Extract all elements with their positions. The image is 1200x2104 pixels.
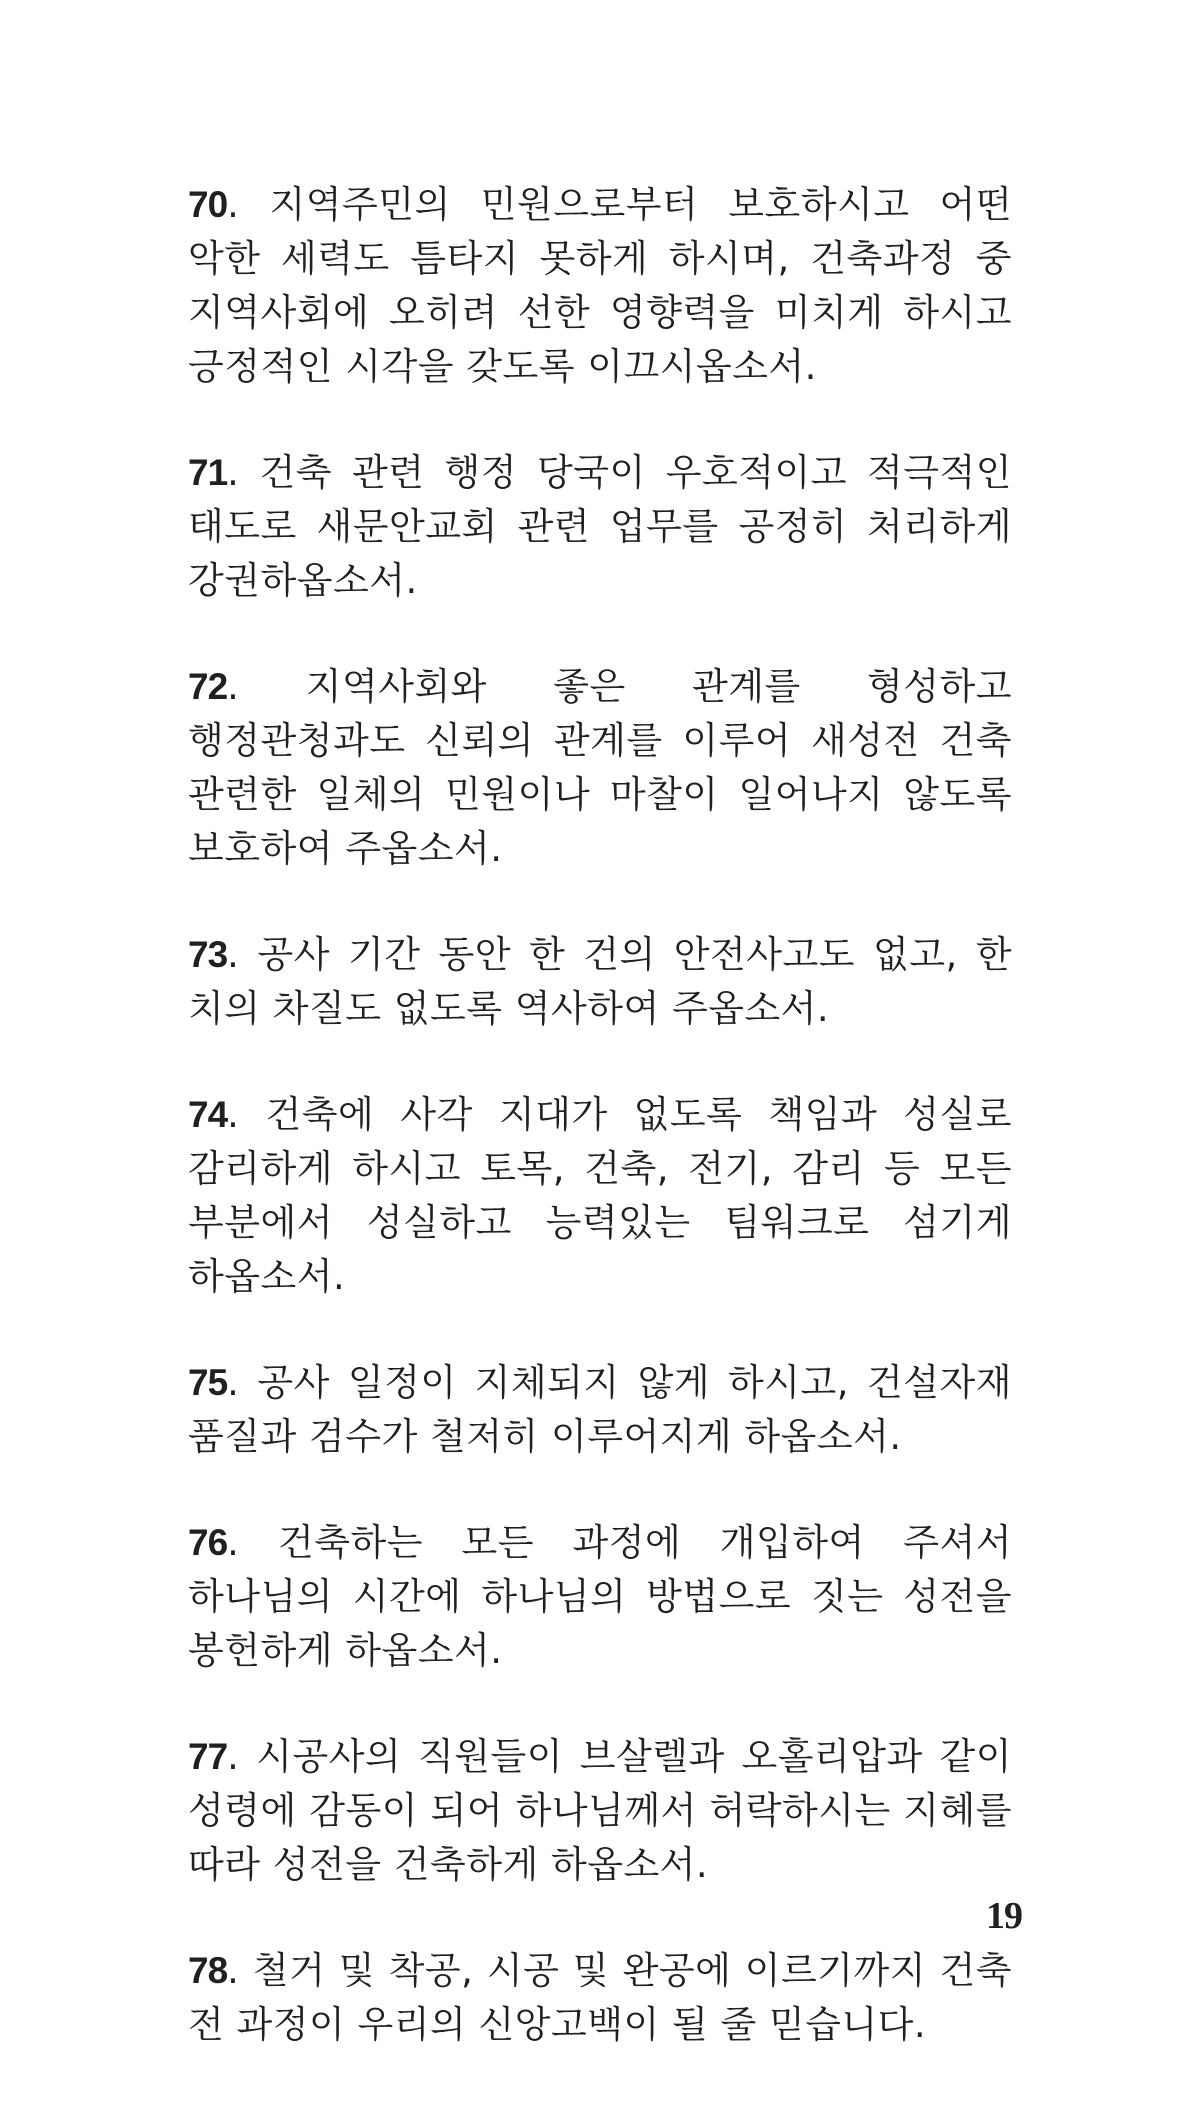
prayer-text: 공사 일정이 지체되지 않게 하시고, 건설자재 품질과 검수가 철저히 이루어지게 하옵소서. [188, 1361, 1012, 1458]
page-number: 19 [986, 1895, 1022, 1937]
prayer-number: 72 [188, 666, 228, 707]
prayer-number: 76 [188, 1522, 228, 1563]
prayer-number-dot: . [227, 1735, 257, 1778]
prayer-number-dot: . [227, 1521, 278, 1564]
prayer-number-dot: . [227, 933, 258, 976]
prayer-number: 73 [188, 934, 228, 975]
prayer-number-dot: . [227, 665, 306, 708]
prayer-text: 건축하는 모든 과정에 개입하여 주셔서 하나님의 시간에 하나님의 방법으로 짓는 성전을 봉헌하게 하옵소서. [188, 1521, 1012, 1672]
prayer-number-dot: . [227, 1949, 253, 1992]
prayer-number: 77 [188, 1736, 228, 1777]
prayer-item-78 [188, 1944, 1012, 2052]
prayer-item-73 [188, 928, 1012, 1036]
prayer-item-70 [188, 178, 1012, 394]
prayer-text: 건축에 사각 지대가 없도록 책임과 성실로 감리하게 하시고 토목, 건축, 전기, 감리 등 모든 부분에서 성실하고 능력있는 팀워크로 섬기게 하옵소서. [188, 1093, 1012, 1298]
prayer-number-dot: . [227, 1093, 266, 1136]
prayer-item-77 [188, 1730, 1012, 1892]
prayer-text: 지역사회와 좋은 관계를 형성하고 행정관청과도 신뢰의 관계를 이루어 새성전 건축 관련한 일체의 민원이나 마찰이 일어나지 않도록 보호하여 주옵소서. [188, 665, 1012, 870]
prayer-number: 78 [188, 1950, 228, 1991]
prayer-text: 건축 관련 행정 당국이 우호적이고 적극적인 태도로 새문안교회 관련 업무를 공정히 처리하게 강권하옵소서. [188, 451, 1012, 602]
prayer-item-72 [188, 660, 1012, 876]
prayer-list [188, 178, 1012, 2104]
prayer-number: 71 [188, 452, 228, 493]
prayer-text: 시공사의 직원들이 브살렐과 오홀리압과 같이 성령에 감동이 되어 하나님께서 허락하시는 지혜를 따라 성전을 건축하게 하옵소서. [188, 1735, 1012, 1886]
prayer-item-75 [188, 1356, 1012, 1464]
prayer-item-71 [188, 446, 1012, 608]
prayer-number-dot: . [227, 1361, 258, 1404]
prayer-text: 공사 기간 동안 한 건의 안전사고도 없고, 한 치의 차질도 없도록 역사하여 주옵소서. [188, 933, 1013, 1030]
prayer-number: 74 [188, 1094, 228, 1135]
prayer-item-76 [188, 1516, 1012, 1678]
prayer-number: 70 [188, 184, 228, 225]
prayer-item-74 [188, 1088, 1012, 1304]
prayer-number-dot: . [227, 451, 260, 494]
prayer-text: 철거 및 착공, 시공 및 완공에 이르기까지 건축 전 과정이 우리의 신앙고백이 될 줄 믿습니다. [188, 1949, 1012, 2046]
prayer-number: 75 [188, 1362, 228, 1403]
prayer-number-dot: . [227, 183, 270, 226]
prayer-text: 지역주민의 민원으로부터 보호하시고 어떤 악한 세력도 틈타지 못하게 하시며, 건축과정 중 지역사회에 오히려 선한 영향력을 미치게 하시고 긍정적인 시각을 갖도록 이끄시옵소서. [188, 183, 1013, 388]
